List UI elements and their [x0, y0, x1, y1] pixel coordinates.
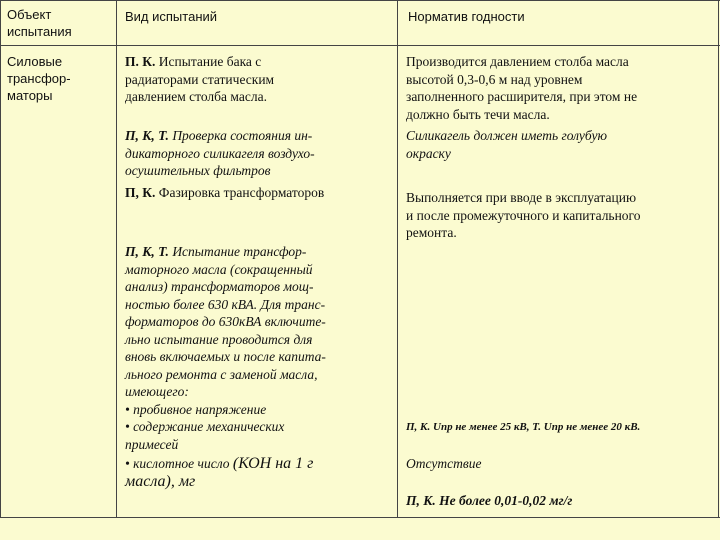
grid-line	[0, 0, 1, 518]
norm-text: заполненного расширителя, при этом не	[406, 89, 638, 104]
bullet-acid-number: • кислотное число	[125, 456, 230, 471]
norm-text: окраску	[406, 145, 451, 161]
test-text: форматоров до 630кВА включите-	[125, 314, 326, 329]
header-object-line: Объект	[7, 7, 52, 22]
test-text: дикаторного силикагеля воздухо-	[125, 145, 315, 161]
test-text: ностью более 630 кВА. Для транс-	[125, 296, 326, 312]
test-tank-pressure	[125, 53, 393, 106]
test-text: маторного масла (сокращенный	[125, 261, 313, 277]
test-text: Испытание бака с	[158, 54, 262, 69]
bullet-acid-koh: (КОН на 1 г	[232, 455, 314, 472]
header-object	[7, 6, 112, 40]
object-line: маторы	[7, 88, 53, 103]
norm-text: должно быть течи масла.	[406, 106, 550, 122]
object-cell	[7, 53, 112, 104]
norm-breakdown-voltage: П, К. Uпр не менее 25 кВ, Т. Uпр не менее 20 кВ.	[406, 421, 641, 433]
bullet-impurities: • содержание механических	[125, 419, 285, 434]
bullet-acid-unit: масла), мг	[125, 472, 196, 490]
grid-line	[0, 0, 720, 1]
grid-line	[116, 0, 117, 518]
header-test-type: Вид испытаний	[125, 9, 218, 24]
norm-text: Силикагель должен иметь голубую	[406, 128, 607, 143]
header-object-line: испытания	[7, 24, 72, 39]
bullet-breakdown-voltage: • пробивное напряжение	[125, 401, 267, 417]
test-text: Фазировка трансформаторов	[158, 185, 325, 200]
test-prefix: П. К.	[125, 54, 156, 69]
grid-line	[0, 45, 720, 46]
norm-impurities: Отсутствие	[406, 456, 482, 471]
grid-line	[397, 0, 398, 518]
test-prefix: П, К, Т.	[125, 128, 169, 143]
norm-acid-number: П, К. Не более 0,01-0,02 мг/г	[406, 493, 573, 508]
norm-text: Производится давлением столба масла	[406, 54, 629, 69]
norm-text: ремонта.	[406, 225, 457, 240]
test-prefix: П, К.	[125, 185, 156, 200]
object-line: трансфор-	[7, 71, 71, 86]
object-line: Силовые	[7, 54, 63, 69]
test-text: льного ремонта с заменой масла,	[125, 366, 318, 382]
norm-phasing	[406, 189, 716, 242]
norm-tank-pressure	[406, 53, 716, 123]
norm-text: Выполняется при вводе в эксплуатацию	[406, 190, 637, 205]
test-text: льно испытание проводится для	[125, 331, 313, 347]
grid-line	[718, 0, 719, 518]
test-text: Проверка состояния ин-	[172, 128, 313, 143]
test-text: давлением столба масла.	[125, 89, 267, 104]
test-prefix: П, К, Т.	[125, 244, 169, 259]
test-text: Испытание трансфор-	[172, 244, 307, 259]
header-norm: Норматив годности	[408, 9, 525, 24]
test-text: имеющего:	[125, 384, 189, 399]
norm-text: высотой 0,3-0,6 м над уровнем	[406, 71, 583, 87]
test-text: вновь включаемых и после капита-	[125, 349, 326, 364]
grid-line	[0, 517, 720, 518]
test-text: радиаторами статическим	[125, 71, 275, 87]
norm-text: и после промежуточного и капитального	[406, 207, 641, 223]
test-phasing	[125, 184, 395, 202]
bullet-impurities-cont: примесей	[125, 436, 179, 452]
test-text: анализ) трансформаторов мощ-	[125, 279, 314, 294]
norm-silica-gel	[406, 127, 716, 162]
test-text: осушительных фильтров	[125, 163, 271, 178]
test-oil-analysis	[125, 243, 395, 490]
test-silica-gel	[125, 127, 395, 180]
